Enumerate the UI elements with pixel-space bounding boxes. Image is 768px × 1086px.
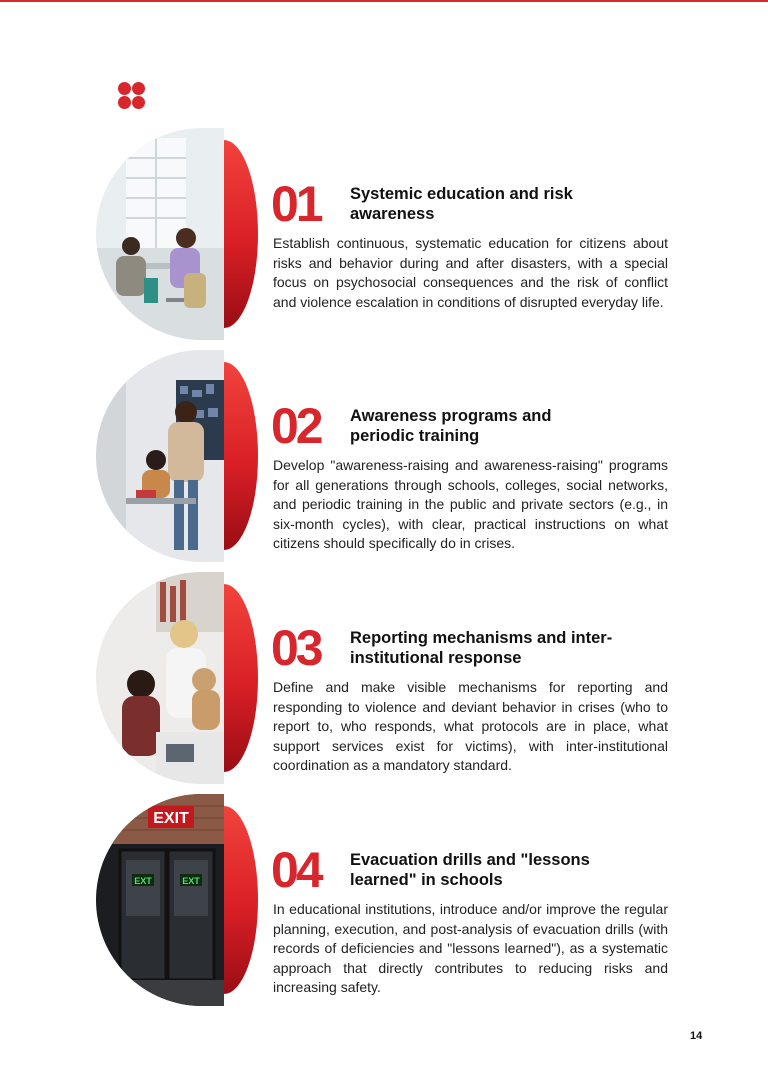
item-body: Establish continuous, systematic education for citizens about risks and behavior during and after disasters, with a special focus on psychosocial consequences and the risk of conflict and violence escalation in conditions of disrupted everyday life. [273, 235, 668, 310]
item-title: Evacuation drills and "lessons learned" in schools [350, 851, 590, 889]
red-accent-bar [224, 140, 258, 328]
page-number: 14 [690, 1030, 703, 1042]
item-body: Develop "awareness-raising and awareness-raising" programs for all generations through schools, colleges, social networks, and periodic training in the public and private sectors (e.g., in six-month cycles), with clear, practical instructions on what citizens should specifically do in crises. [273, 457, 668, 551]
top-accent-rule [0, 0, 768, 2]
red-accent-bar [224, 806, 258, 994]
item-title: Systemic education and risk awareness [350, 185, 573, 223]
door-sign-right: EXT [182, 876, 200, 886]
teacher-students-photo [96, 572, 224, 784]
exit-doors-photo [96, 794, 224, 1006]
classroom-photo [96, 128, 224, 340]
item-title: Reporting mechanisms and inter-institutional response [350, 629, 613, 667]
door-sign-left: EXT [134, 876, 152, 886]
exit-sign-text: EXIT [153, 810, 189, 827]
red-accent-bar [224, 584, 258, 772]
item-number: 02 [271, 398, 321, 454]
item-title: Awareness programs and periodic training [350, 407, 552, 445]
red-accent-bar [224, 362, 258, 550]
item-body: In educational institutions, introduce and/or improve the regular planning, execution, and post-analysis of evacuation drills (with records of deficiencies and "lessons learned"), as a systematic approach that directly contributes to reducing risks and increasing safety. [273, 901, 668, 995]
students-photo [96, 350, 224, 562]
brand-logo-icon [118, 82, 146, 110]
item-body: Define and make visible mechanisms for reporting and responding to violence and deviant behavior in crises (who to report to, who responds, what protocols are in place, what support services exist for victims), with inter-institutional coordination as a mandatory standard. [273, 679, 668, 773]
item-number: 03 [271, 620, 321, 676]
item-number: 04 [271, 842, 321, 898]
item-number: 01 [271, 176, 321, 232]
